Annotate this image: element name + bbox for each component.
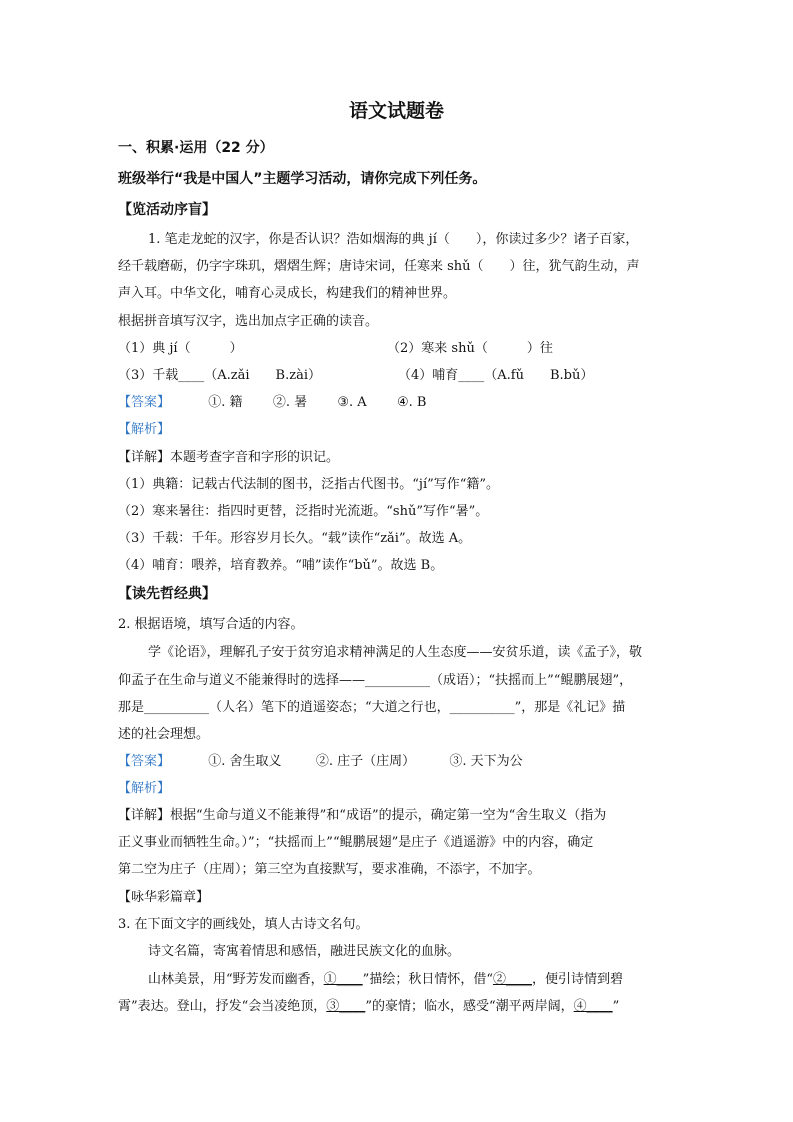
q2-answer-2: ②. 庄子（庄周） [315,754,416,769]
q1-detail-line: 【详解】本题考查字音和字形的识记。 [118,450,340,465]
q3-line-1: 诗文名篇，寄寓着情思和感悟，融进民族文化的血脉。 [148,944,461,959]
q1-item-4: （4）哺育____（A.fǔ B.bǔ） [398,368,594,383]
part2-heading: 【读先哲经典】 [118,586,216,602]
q3-text: ” [612,999,620,1014]
q1-item-3: （3）千载____（A.zǎi B.zài） [118,368,321,383]
q3-line-2 [148,971,678,989]
q3-blank-3: ③____ [326,999,366,1014]
q2-detail-line: 第二空为庄子（庄周）；第三空为直接默写，要求准确，不添字，不加字。 [118,862,541,877]
answer-label: 【答案】 [118,395,171,410]
q1-detail-line: （1）典籍：记载古代法制的图书，泛指古代图书。“jí”写作“籍”。 [118,477,500,492]
q2-detail-line: 正义事业而牺牲生命。）”；“扶摇而上”“鲲鹏展翅”是庄子《逍遥游》中的内容，确定 [118,835,594,850]
q1-answer-4: ④. B [396,395,427,410]
section-heading: 一、积累·运用（22 分） [118,140,274,156]
q2-stem: 2. 根据语境，填写合适的内容。 [118,617,304,632]
q3-stem: 3. 在下面文字的画线处，填人古诗文名句。 [118,917,369,932]
q2-detail-line: 【详解】根据“生命与道义不能兼得”和“成语”的提示，确定第一空为“舍生取义（指为 [118,808,607,823]
q3-text: ”的豪情；临水，感受“潮平两岸阔， [365,999,574,1014]
q2-answer-1: ①. 舍生取义 [208,754,282,769]
q3-blank-2: ②____ [492,972,532,987]
q3-text: ，便引诗情到碧 [531,972,623,987]
q3-text: ”描绘；秋日情怀，借“ [362,972,493,987]
intro-text: 班级举行“我是中国人”主题学习活动，请你完成下列任务。 [118,171,487,187]
analysis-label: 【解析】 [118,422,171,437]
q3-text: 霄”表达。登山，抒发“会当凌绝顶， [118,999,327,1014]
q3-blank-4: ④____ [573,999,613,1014]
part3-heading: 【咏华彩篇章】 [118,890,210,905]
q2-passage-line-1: 学《论语》，理解孔子安于贫穷追求精神满足的人生态度——安贫乐道，读《孟子》，敬 [148,645,643,660]
q3-blank-1: ①____ [323,972,363,987]
q1-item-1: （1）典 jí（ ） [118,341,243,356]
q1-passage-line-3: 声入耳。中华文化，哺育心灵成长，构建我们的精神世界。 [118,286,457,301]
q2-answer-3: ③. 天下为公 [449,754,523,769]
q1-passage-line-2: 经千载磨砺，仍字字珠玑，熠熠生辉；唐诗宋词，任寒来 shǔ（ ）往，犹气韵生动，声 [118,259,640,274]
q1-detail-line: （3）千载：千年。形容岁月长久。“载”读作“zǎi”。故选 A。 [118,531,472,546]
q1-answer-row [118,394,678,412]
q1-instruction: 根据拼音填写汉字，选出加点字正确的读音。 [118,314,379,329]
q1-answer-1: ①. 籍 [208,395,243,410]
q1-detail-line: （2）寒来暑往：指四时更替，泛指时光流逝。“shǔ”写作“暑”。 [118,504,489,519]
q3-text: 山林美景，用“野芳发而幽香， [148,972,324,987]
q3-line-3 [118,998,678,1016]
q1-detail-line: （4）哺育：喂养，培育教养。“哺”读作“bǔ”。故选 B。 [118,558,444,573]
answer-label: 【答案】 [118,754,171,769]
analysis-label: 【解析】 [118,781,171,796]
q1-item-2: （2）寒来 shǔ（ ）往 [387,341,553,356]
q2-passage-line-2: 仰孟子在生命与道义不能兼得时的选择——__________（成语）；“扶摇而上”“鲲鹏展翅”， [118,673,633,688]
q2-passage-line-3: 那是__________（人名）笔下的逍遥姿态；“大道之行也，__________”，那是《礼记》描 [118,700,626,715]
q2-passage-line-4: 述的社会理想。 [118,727,210,742]
part1-heading: 【览活动序盲】 [118,202,216,218]
q2-answer-row [118,753,678,771]
q1-passage-line-1: 1. 笔走龙蛇的汉字，你是否认识？浩如烟海的典 jí（ ），你读过多少？诸子百家， [148,232,639,247]
page-title: 语文试题卷 [348,100,444,122]
q1-answer-3: ③. A [337,395,367,410]
q1-answer-2: ②. 暑 [272,395,308,410]
